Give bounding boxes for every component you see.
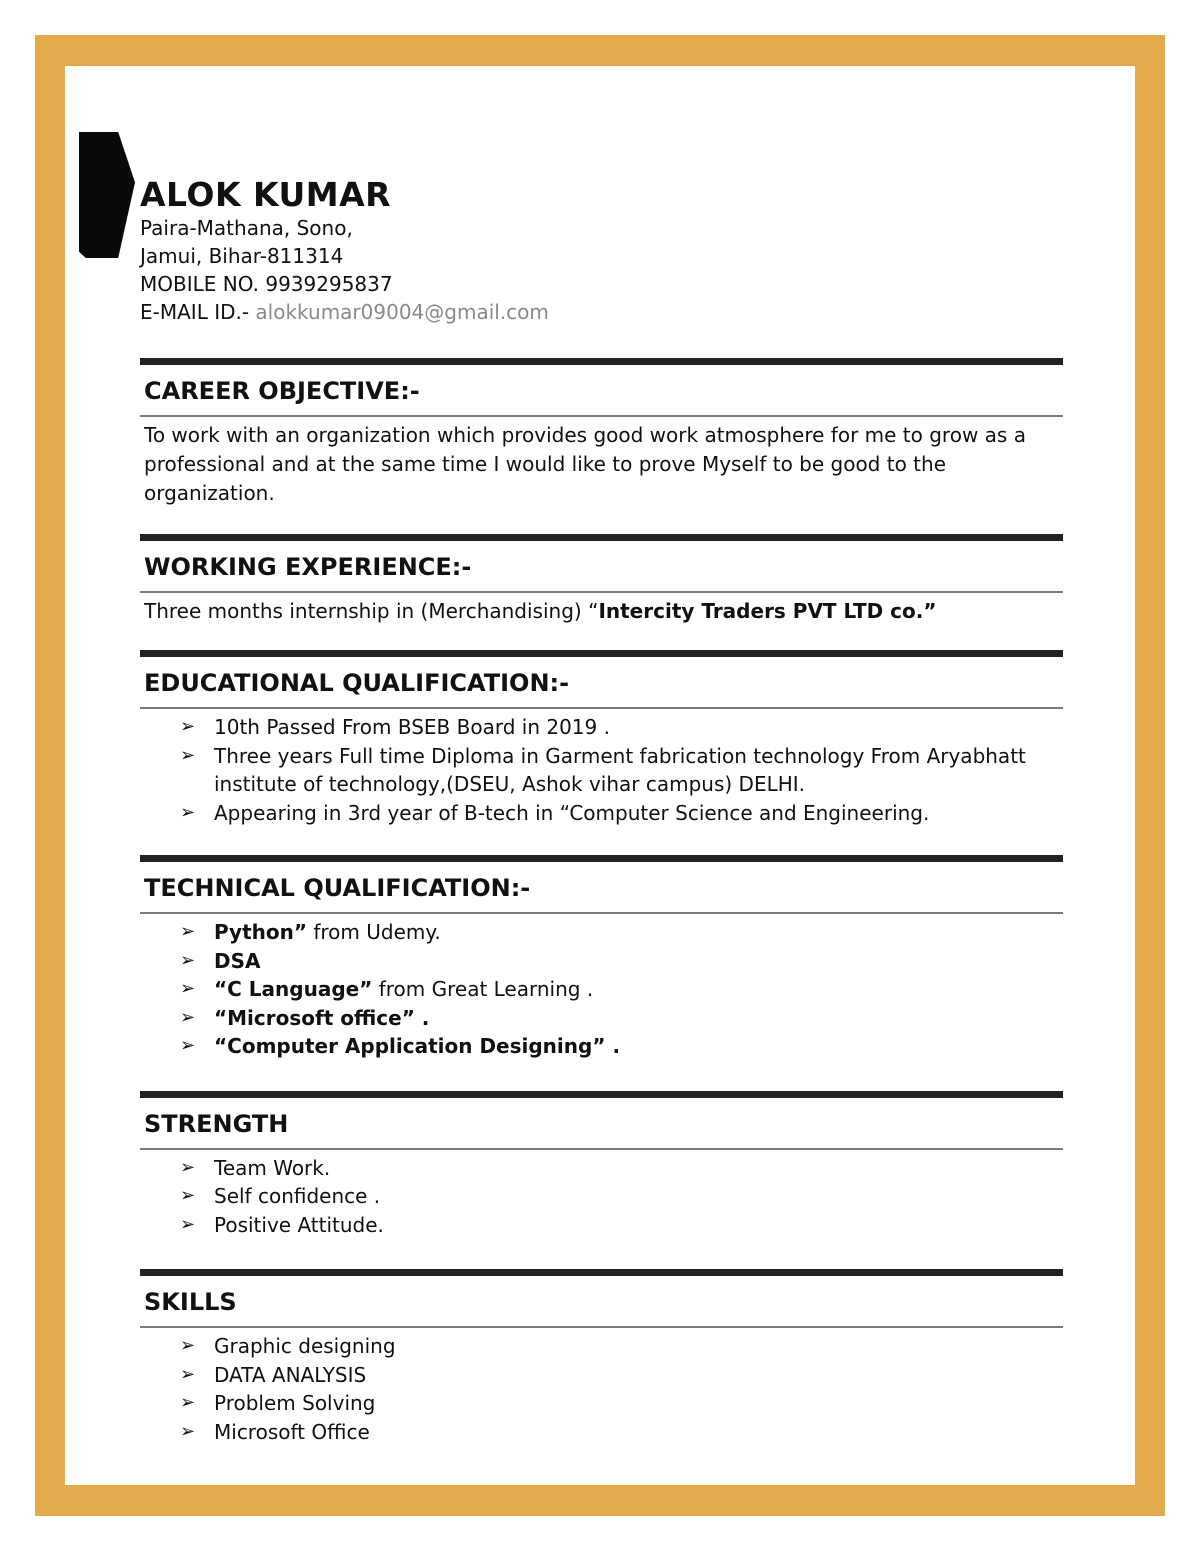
arrow-bullet-icon: ➢ (180, 1392, 196, 1413)
list-item-text: Graphic designing (214, 1334, 396, 1358)
list-item-text: Team Work. (214, 1155, 331, 1180)
list-item (180, 947, 1063, 976)
email-line (140, 298, 1063, 326)
mobile-number: MOBILE NO. 9939295837 (140, 272, 393, 296)
list-item-text: from Great Learning . (372, 977, 594, 1001)
address-line-2: Jamui, Bihar-811314 (140, 244, 344, 268)
list-item-bold: Python” (214, 920, 307, 944)
arrow-bullet-icon: ➢ (180, 1363, 196, 1385)
section-rule (140, 1269, 1063, 1276)
skills-section (140, 1269, 1063, 1446)
list-item (180, 1004, 1063, 1033)
list-item (180, 918, 1063, 947)
list-item-text: Self confidence . (214, 1184, 381, 1208)
list-item (180, 1361, 1063, 1390)
arrow-bullet-icon: ➢ (180, 1213, 196, 1235)
list-item-text: Problem Solving (214, 1391, 376, 1415)
list-item-text: Appearing in 3rd year of B-tech in “Computer Science and Engineering. (214, 800, 930, 825)
arrow-bullet-icon: ➢ (180, 1335, 196, 1356)
education-list (140, 709, 1063, 827)
section-title: SKILLS (144, 1288, 237, 1316)
section-title: TECHNICAL QUALIFICATION:- (144, 874, 531, 902)
email-link[interactable]: alokkumar09004@gmail.com (255, 300, 549, 324)
arrow-bullet-icon: ➢ (180, 1035, 196, 1056)
company-name: Intercity Traders PVT LTD co.” (598, 599, 937, 623)
list-item-text: Positive Attitude. (214, 1212, 384, 1237)
arrow-bullet-icon: ➢ (180, 744, 196, 766)
list-item-text: Microsoft Office (214, 1419, 370, 1444)
arrow-bullet-icon: ➢ (180, 921, 196, 942)
list-item (180, 742, 1063, 799)
section-title: STRENGTH (144, 1109, 289, 1138)
list-item (180, 1182, 1063, 1211)
list-item-text: from Udemy. (307, 920, 441, 944)
section-title: CAREER OBJECTIVE:- (144, 377, 420, 405)
section-rule (140, 358, 1063, 365)
decorative-tab (79, 132, 135, 258)
strength-list (140, 1150, 1063, 1240)
header (140, 176, 1063, 326)
list-item (180, 713, 1063, 742)
email-label: E-MAIL ID.- (140, 300, 256, 324)
arrow-bullet-icon: ➢ (180, 1420, 196, 1442)
skills-list (140, 1328, 1063, 1446)
list-item (180, 975, 1063, 1004)
arrow-bullet-icon: ➢ (180, 949, 196, 971)
section-rule (140, 534, 1063, 541)
experience-text (140, 593, 1063, 626)
section-rule (140, 650, 1063, 657)
list-item (180, 799, 1063, 828)
list-item (180, 1154, 1063, 1183)
candidate-name: ALOK KUMAR (140, 175, 392, 214)
list-item-bold: “C Language” (214, 977, 373, 1001)
list-item-bold: “Computer Application Designing” . (214, 1034, 621, 1058)
arrow-bullet-icon: ➢ (180, 1006, 196, 1028)
list-item (180, 1418, 1063, 1447)
strength-section (140, 1091, 1063, 1240)
list-item-text: Three years Full time Diploma in Garment fabrication technology From Aryabhatt institute of technology,(DSEU, Ashok vihar campus) DELHI. (214, 743, 1026, 796)
arrow-bullet-icon: ➢ (180, 1185, 196, 1206)
list-item (180, 1032, 1063, 1061)
resume-page (65, 66, 1135, 1485)
arrow-bullet-icon: ➢ (180, 716, 196, 737)
list-item-bold: DSA (214, 948, 261, 973)
section-rule (140, 855, 1063, 862)
educational-qualification-section (140, 650, 1063, 827)
arrow-bullet-icon: ➢ (180, 978, 196, 999)
arrow-bullet-icon: ➢ (180, 801, 196, 823)
arrow-bullet-icon: ➢ (180, 1156, 196, 1178)
list-item-text: 10th Passed From BSEB Board in 2019 . (214, 715, 610, 739)
list-item (180, 1389, 1063, 1418)
section-title: EDUCATIONAL QUALIFICATION:- (144, 669, 570, 697)
page-border (35, 35, 1165, 1516)
address-line-1: Paira-Mathana, Sono, (140, 216, 353, 240)
career-objective-text: To work with an organization which provides good work atmosphere for me to grow as a professional and at the same time I would like to prove Myself to be good to the organization. (144, 423, 1026, 505)
career-objective-section (140, 358, 1063, 508)
list-item (180, 1332, 1063, 1361)
list-item (180, 1211, 1063, 1240)
list-item-text: DATA ANALYSIS (214, 1362, 367, 1387)
technical-qualification-section (140, 855, 1063, 1061)
resume-content (140, 176, 1063, 1446)
technical-list (140, 914, 1063, 1061)
working-experience-section (140, 534, 1063, 626)
section-rule (140, 1091, 1063, 1098)
section-title: WORKING EXPERIENCE:- (144, 553, 472, 581)
experience-description: Three months internship in (Merchandising) “ (144, 599, 599, 623)
list-item-bold: “Microsoft office” . (214, 1005, 430, 1030)
